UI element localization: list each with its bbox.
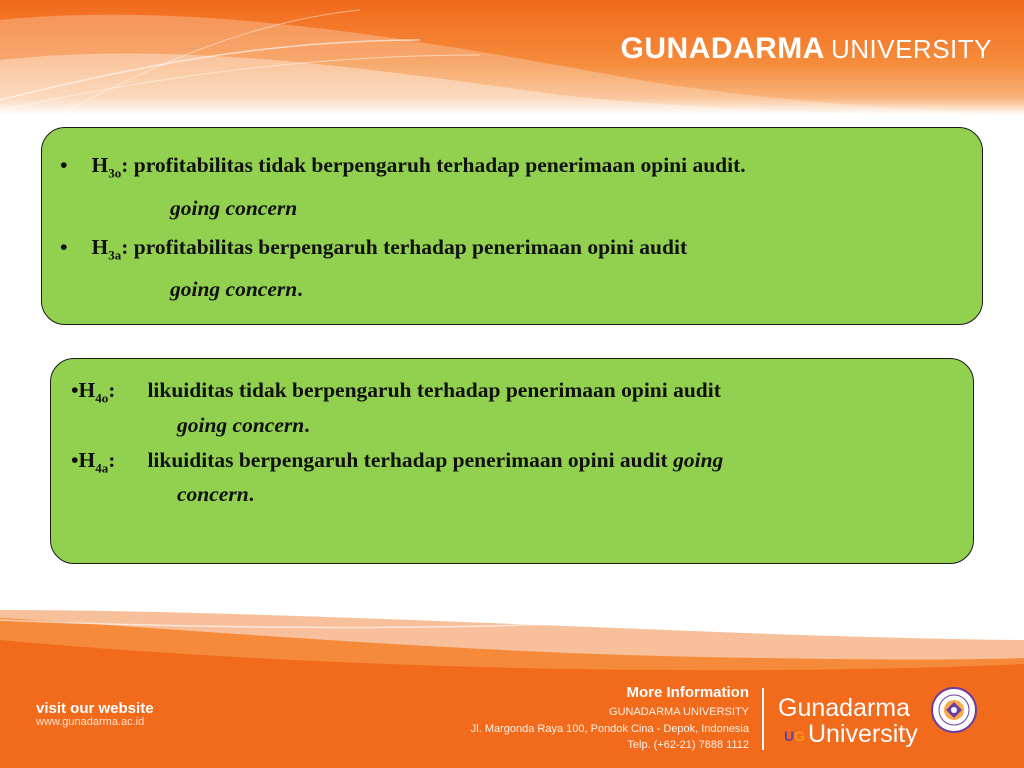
org-name: GUNADARMA UNIVERSITY bbox=[609, 706, 749, 718]
header-banner bbox=[0, 0, 1024, 115]
ug-logo-mark: UG bbox=[784, 728, 806, 744]
bullet: • bbox=[60, 235, 68, 259]
more-information-heading: More Information bbox=[626, 684, 749, 701]
going-concern-text: going concern. bbox=[177, 413, 310, 437]
phone-text: Telp. (+62-21) 7888 1112 bbox=[627, 739, 749, 751]
visit-website-label: visit our website bbox=[36, 700, 154, 717]
brand-light: UNIVERSITY bbox=[830, 34, 992, 64]
hypothesis-h3o: • $H_{3o}$: profitabilitas tidak berpengaruh terhadap penerimaan opini audit. bbox=[60, 153, 746, 181]
footer-divider bbox=[762, 688, 764, 750]
brand-logo-text bbox=[620, 32, 992, 66]
bullet: • bbox=[60, 153, 68, 177]
address-text: Jl. Margonda Raya 100, Pondok Cina - Depok, Indonesia bbox=[470, 723, 749, 735]
hypothesis-h4o: $•H_{4o}$: likuiditas tidak berpengaruh terhadap penerimaan opini audit bbox=[71, 378, 721, 406]
website-url[interactable]: www.gunadarma.ac.id bbox=[36, 716, 145, 728]
hypothesis-box-liquidity bbox=[50, 358, 974, 564]
brand-bold: GUNADARMA bbox=[620, 32, 825, 65]
going-concern-text: concern. bbox=[177, 482, 255, 506]
going-concern-text: going concern bbox=[170, 196, 298, 220]
hypothesis-box-profitability bbox=[41, 127, 983, 325]
logo-text-gunadarma: Gunadarma bbox=[778, 694, 911, 722]
hypothesis-h3a: • $H_{3a}$: profitabilitas berpengaruh terhadap penerimaan opini audit bbox=[60, 235, 688, 263]
university-seal-icon bbox=[930, 686, 978, 734]
hypothesis-h4a: $•H_{4a}$: likuiditas berpengaruh terhadap penerimaan opini audit going bbox=[71, 448, 724, 476]
going-concern-text: going concern. bbox=[170, 277, 303, 301]
logo-text-university: University bbox=[808, 720, 918, 748]
